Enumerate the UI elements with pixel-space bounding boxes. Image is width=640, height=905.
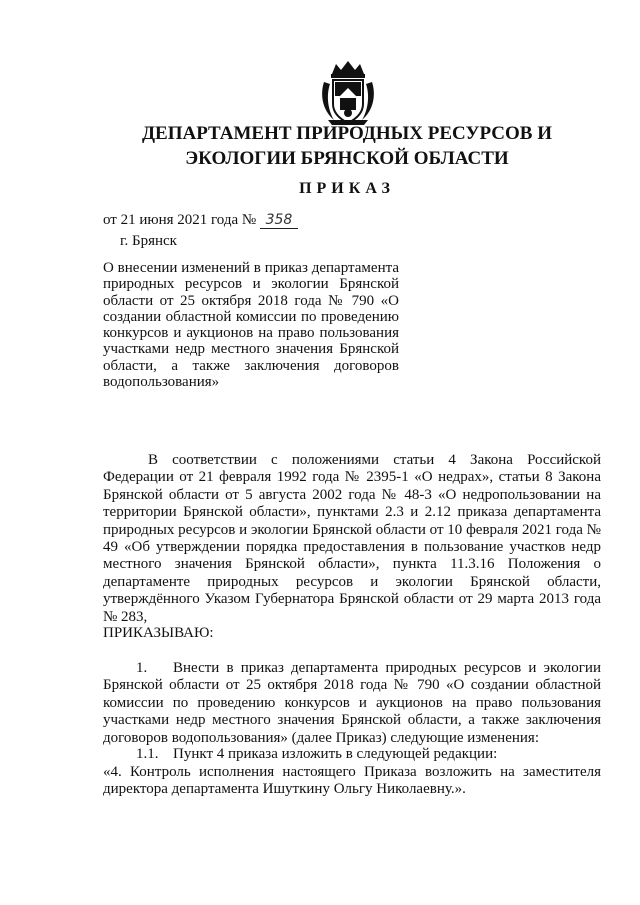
- amended-clause-quote: «4. Контроль исполнения настоящего Приказа возложить на заместителя директора департамента Ишуткину Ольгу Николаевну.».: [103, 764, 601, 798]
- order-subject: О внесении изменений в приказ департамента природных ресурсов и экологии Брянской области от 25 октября 2018 года № 790 «О создании областной комиссии по проведению конкурсов и аукционов на право пользования участками недр местного значения Брянской области, а также заключения договоров водопользования»: [103, 260, 399, 391]
- preamble-paragraph: В соответствии с положениями статьи 4 Закона Российской Федерации от 21 февраля 1992 года № 2395-1 «О недрах», статьи 8 Закона Брянской области от 5 августа 2002 года № 48-3 «О недропользовании на территории Брянской области», пунктами 2.3 и 2.12 приказа департамента природных ресурсов и экологии Брянской области от 10 февраля 2021 года № 49 «Об утверждении порядка предоставления в пользование участков недр местного значения Брянской области», пункта 11.3.16 Положения о департаменте природных ресурсов и экологии Брянской области, утверждённого Указом Губернатора Брянской области от 29 марта 2013 года № 283,: [103, 452, 601, 625]
- order-city: г. Брянск: [120, 233, 177, 249]
- document-type-title: ПРИКАЗ: [299, 180, 395, 197]
- decree-word: ПРИКАЗЫВАЮ:: [103, 625, 214, 641]
- order-date-line: [103, 212, 298, 229]
- department-title: ДЕПАРТАМЕНТ ПРИРОДНЫХ РЕСУРСОВ И ЭКОЛОГИИ БРЯНСКОЙ ОБЛАСТИ: [141, 123, 553, 169]
- item-1-1: [103, 746, 601, 763]
- item-1-number: 1.: [136, 660, 148, 676]
- bryansk-coat-of-arms-icon: [318, 60, 378, 126]
- item-1-1-number: 1.1.: [136, 746, 159, 762]
- order-number: 358: [260, 213, 298, 229]
- item-1-1-text: Пункт 4 приказа изложить в следующей редакции:: [173, 746, 498, 762]
- item-1: [103, 660, 601, 747]
- item-1-text: Внести в приказ департамента природных ресурсов и экологии Брянской области от 25 октября 2018 года № 790 «О создании областной комиссии по проведению конкурсов и аукционов на право пользования участками недр местного значения Брянской области, а также заключения договоров водопользования» (далее Приказ) следующие изменения:: [103, 660, 601, 746]
- order-date: от 21 июня 2021 года №: [103, 212, 257, 228]
